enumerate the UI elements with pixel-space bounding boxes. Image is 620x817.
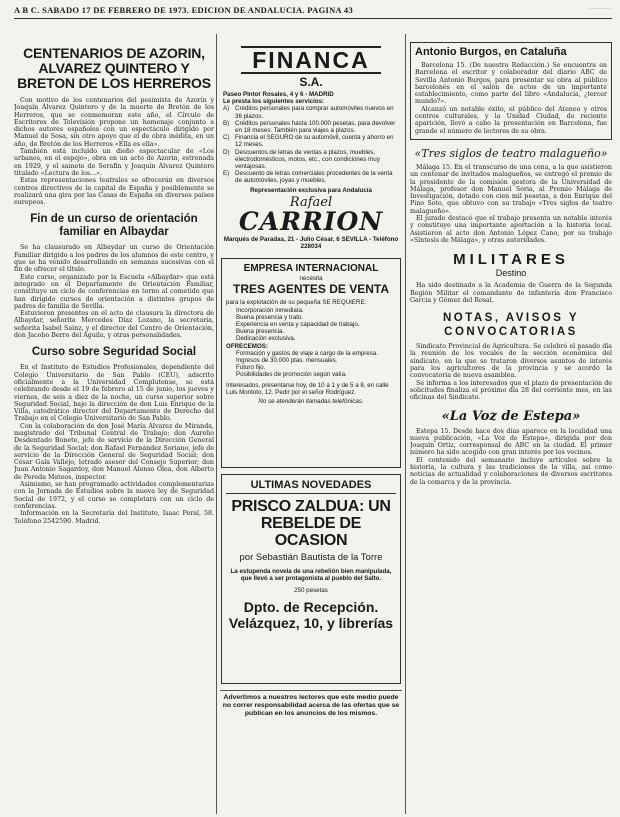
header-right-text: ········· [588,5,612,13]
article-teatro-title: «Tres siglos de teatro malagueño» [414,146,608,160]
empresa-footer: No se atenderán llamadas telefónicas. [258,398,364,406]
article-militares-title: MILITARES [453,251,569,269]
ad-prisco [221,474,401,684]
article-paragraph: Estas representaciones teatrales se ofrecerán en diversos centros directivos de la capital de España y posiblemente se realizará una gira por las Casas de España en diversos países europeos. [14,177,214,207]
column-left [14,34,214,814]
page-header [0,3,620,17]
article-paragraph: Con motivo de los centenarios del pesimista de Azorín y Joaquín Álvarez Quintero y de la muerte de Bretón de los Herreros, que se conmemoran este año, el Círculo de Escritores de Televisión propone un homenaje conjunto a dichos autores españoles con un espectáculo dirigido por Manuel de Sosa, sin otro apoyo que el de obra inédita, en un año, de Bretón de los Herreros «Ella es ella». [14,97,214,148]
empresa-line: Ingresos de 30.000 ptas. mensuales. [236,357,338,365]
article-paragraph: Se informa a los interesados que el plazo de presentación de solicitudes finaliza el próximo día 28 del corriente mes, en las oficinas del Sindicato. [410,379,612,402]
article-curso-orientacion [14,213,214,339]
article-paragraph: El contenido del semanario incluye artículos sobre la historia, la cultura y las tradiciones de la villa, así como noticias de actualidad y colaboraciones de diversos escritores de la comarca y de la provincia. [410,456,612,486]
article-azorin [14,34,214,206]
ad-empresa [221,258,401,468]
service-key: D) [223,148,230,156]
article-teatro [410,147,612,244]
empresa-closing: Interesados, presentarse hoy, de 10 a 1 y de 5 a 8, en calle Luis Montoto, 12. Pedir por el señor Rodríguez. [226,381,389,396]
service-text: Créditos personales hasta 100.000 pesetas, para devolver en 18 meses. También para viajes a plazos. [235,119,396,135]
article-paragraph: Estuvieron presentes en el acto de clausura la directora de Albaydar, señorita Mercedes Díaz Lozano, la secretaria, señorita Isabel Sainz, y el director del Centro de Orientación, don Jacobo Berro del Águila, y otras personalidades. [14,310,214,340]
article-paragraph: Málaga 15. En el transcurso de una cena, a la que asistieron un centenar de invitados malagueños, se entregó el premio de la presidente de la comisión gestora de la Universidad de Málaga, profesor don Manuel Soria, al Premio Málaga de Investigación, dotado con cien mil pesetas, a don Enrique del Pino Soto, que obtuvo con su trabajo «Tres siglos de teatro malagueño». [410,163,612,215]
carrion-logo [223,196,399,236]
financa-service [223,170,399,184]
article-paragraph: Alcanzó un notable éxito, el público del Ateneo y otros centros culturales, y la Unidad Ciudad, de reciente aparición, llevó a cabo la presentación en Barcelona, fue grande el número de lectores de su obra. [415,105,607,135]
empresa-title: EMPRESA INTERNACIONAL [243,263,379,275]
empresa-line: Experiencia en venta y capacidad de trabajo. [236,321,360,329]
article-curso-orientacion-title: Fin de un curso de orientación familiar en Albaydar [30,213,198,239]
article-seguridad-social [14,346,214,525]
article-paragraph: Con la colaboración de don José María Álvarez de Miranda, magistrado del Tribunal Central de Trabajo; don Aurelio Desdentado Bonete, jefe de servicio de la Dirección General de la Seguridad Social; don Rafael Fernández Soriano, jefe de servicio de la Dirección General de Seguridad Social; don César Gala Vallejo, letrado asesor del Consejo Superior; don Juan Antonio Sagardoy, don Manuel Alonso Olea, don Alberto de Pereda Mateos, inspector. [14,422,214,481]
empresa-intro: para la explotación de su pequeña SE REQUIERE: [226,299,367,307]
article-estepa-title: «La Voz de Estepa» [441,408,581,424]
article-paragraph: Se ha clausurado en Albaydar un curso de Orientación Familiar dirigido a los padres de los alumnos de este centro, y que se ha venido desarrollando en semanas sucesivas con el fin de ofrecer el título. [14,244,214,274]
article-paragraph: Sindicato Provincial de Agricultura. Se celebró el pasado día la reunión de los vocales de la sección económica del sindicato, en la que se trataron diversos asuntos de interés para los agricultores de la provincia y se acordó la convocatoria de nueva asamblea. [410,343,612,380]
service-key: E) [223,170,230,178]
header-text: A B C. SABADO 17 DE FEBRERO DE 1973. EDICION DE ANDALUCIA. PAGINA 43 [14,5,354,15]
financa-logo: FINANCA [241,46,381,74]
column-right [410,42,612,814]
financa-service [223,149,399,171]
empresa-line: Buena presencia y trato. [236,313,304,321]
header-rule [14,18,612,19]
empresa-headline: TRES AGENTES DE VENTA [232,282,390,297]
article-seguridad-social-title: Curso sobre Seguridad Social [31,346,197,359]
article-burgos [410,42,612,140]
article-paragraph: El jurado destacó que el trabajo presenta un notable interés y constituye una importante aportación a la historia local. Asistieron al acto don Antonio López Cano, por su trabajo «Síntesis de Málaga», y otras autoridades. [410,215,612,244]
article-burgos-title: Antonio Burgos, en Cataluña [415,46,567,58]
article-azorin-title: CENTENARIOS DE AZORIN, ALVAREZ QUINTERO Y BRETON DE LOS HERREROS [17,45,211,91]
service-key: A) [223,105,230,113]
service-text: Créditos personales para comprar automóviles nuevos en 36 plazos. [235,105,394,120]
financa-lead: Le presta los siguientes servicios: [223,98,325,106]
service-key: C) [223,134,230,142]
service-text: Descuento de letras comerciales procedentes de la venta de automóviles, joyas y muebles. [235,170,393,185]
article-estepa [410,409,612,486]
prisco-price: 250 pesetas [294,586,328,594]
service-text: Descuentos de letras de ventas a plazos, muebles, electrodomésticos, motos, etc., con condiciones muy ventajosas. [235,148,380,171]
article-paragraph: Asimismo, se han programado actividades complementarias con la Jornada de Estudios sobre la nueva ley de Seguridad Social de 1972, y el curso se completará con un ciclo de conferencias. [14,481,214,510]
article-militares [410,251,612,304]
empresa-line: Formación y gastos de viaje a cargo de la empresa. [236,349,379,357]
financa-sa: S.A. [299,75,323,89]
financa-service [223,134,399,148]
column-rule-2 [405,34,406,814]
empresa-line: Dedicación exclusiva. [236,335,296,343]
financa-representation: Representación exclusiva para Andalucía [250,186,372,194]
article-paragraph: Estepa 15. Desde hace dos días aparece en la localidad una nueva publicación, «La Voz de Estepa», dirigida por don Joaquín Ortiz, corresponsal de ABC en la ciudad. El primer número ha sido acogido con gran interés por los vecinos. [410,427,612,457]
carrion-contact: Marqués de Paradas, 21 - Julio César, 6 SEVILLA - Teléfono 228034 [223,235,399,251]
prisco-author: por Sebastián Bautista de la Torre [239,552,383,564]
notice-bottom: Advertimos a nuestros lectores que este medio puede no correr responsabilidad acerca de las ofertas que se publican en los anuncios de los mismos. [220,690,402,718]
financa-address: Paseo Pintor Rosales, 4 y 6 - MADRID [223,91,334,98]
article-paragraph: Este curso, organizado por la Escuela «Albaydar» que está integrado en el Departamento de Orientación Familiar, constituye un ciclo de conferencias en torno al cometido que han dirigido cursos de orientación a distintos grupos de padres de familia de Sevilla. [14,273,214,310]
service-text: Financia el SEGURO de su automóvil, cuenta y ahorro en 12 meses. [235,134,394,149]
carrion-firstname: Rafael [289,194,333,210]
article-notas-title: NOTAS, AVISOS Y CONVOCATORIAS [442,312,580,339]
financa-service [223,105,399,119]
empresa-sub: necesita [299,275,323,283]
column-middle [220,42,402,814]
prisco-blurb: La estupenda novela de una rebelión bien manipulada, que llevó a ser protagonista al pueblo del Salto. [230,568,392,583]
prisco-store: Dpto. de Recepción. Velázquez, 10, y librerías [228,598,394,631]
empresa-line: Posibilidades de promoción según valía. [236,371,347,379]
article-paragraph: Ha sido destinado a la Academia de Guerra de la Segunda Región Militar el comandante de infantería don Francisco Garcia y Gómez del Rosal. [410,282,612,304]
empresa-line: Incorporación inmediata. [236,306,304,314]
article-notas [410,311,612,401]
article-paragraph: Información en la Secretaría del Instituto, Isaac Peral, 58. Teléfono 2542590. Madrid. [14,510,214,525]
empresa-line: Futuro fijo. [236,364,266,372]
empresa-line: OFRECEMOS: [226,342,268,350]
empresa-line: Buena presencia. [236,328,285,336]
article-paragraph: También está incluido un dieño espectacular de «Los urbanos, en el espejo», obra en un acto de Azorín, estrenada en 1929, y el sainete de Serafín y Joaquín Álvarez Quintero titulado «Lectura de los...». [14,148,214,177]
financa-service [223,120,399,134]
prisco-title: PRISCO ZALDUA: UN REBELDE DE OCASION [231,498,391,550]
prisco-label: ULTIMAS NOVEDADES [226,479,396,494]
article-militares-subtitle: Destino [495,268,527,279]
carrion-name: CARRION [238,206,384,236]
ad-financa [220,42,402,254]
article-paragraph: Barcelona 15. (De nuestra Redacción.) Se encuentra en Barcelona el escritor y colaborador del diario ABC de Sevilla Antonio Burgos, para presentar su obra al público barcelonés en el salón de actos de un importante establecimiento, como parte del libro «Andalucía, ¿tercer mundo?». [415,62,607,106]
service-key: B) [223,119,230,127]
article-paragraph: En el Instituto de Estudios Profesionales, dependiente del Colegio Universitario de San Pablo (CEU), adscrito oficialmente a la Universidad Complutense, se está celebrando desde el 19 de febrero al 15 de junio, los jueves y viernes, de seis a diez de la noche, un curso superior sobre Seguridad Social, bajo la dirección de don Luis Enrique de la Villa, catedrático director del Departamento de Derecho del Trabajo en el Colegio Universitario de San Pablo. [14,364,214,423]
column-rule-1 [216,34,217,814]
